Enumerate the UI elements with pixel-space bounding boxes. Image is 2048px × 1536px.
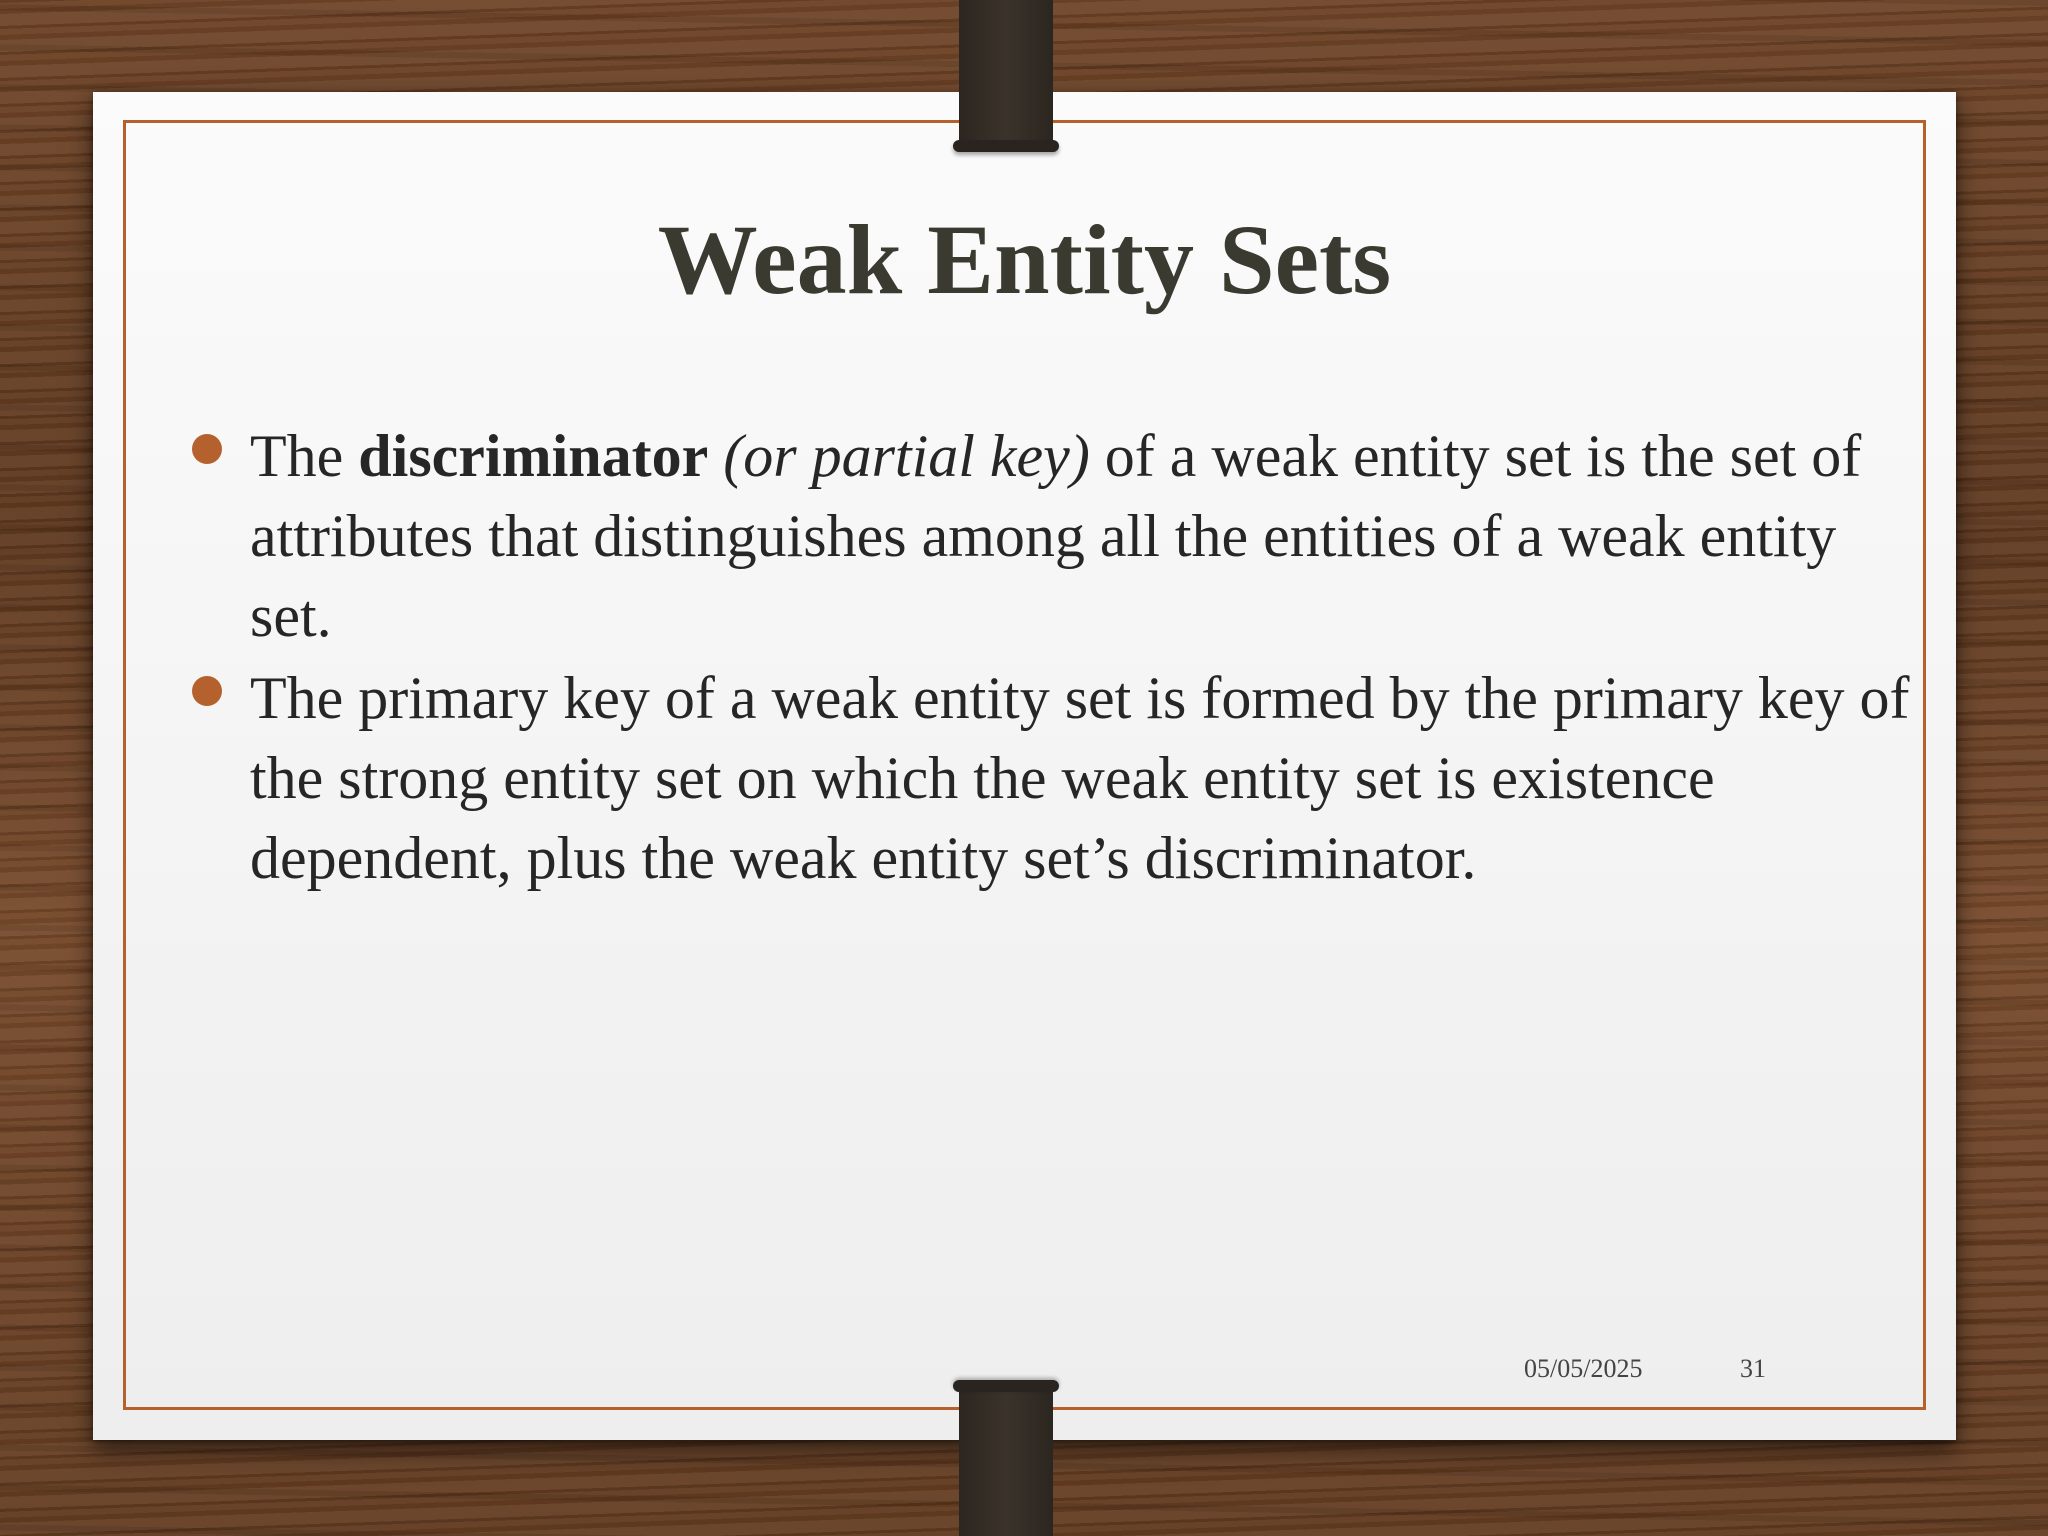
footer-date: 05/05/2025 [1524, 1354, 1643, 1383]
bullet-dot-icon [192, 434, 222, 464]
bullet-item-discriminator [250, 416, 1910, 656]
bullet-item-primary-key [250, 658, 1910, 898]
bullet-1-italic-term: (or partial key) [723, 423, 1090, 489]
bottom-binder-clip [959, 1386, 1053, 1536]
bullet-2-text: The primary key of a weak entity set is formed by the primary key of the strong entity set on which the weak entity set is existence dependent, plus the weak entity set’s discriminator. [250, 665, 1910, 891]
bullet-dot-icon [192, 676, 222, 706]
bullet-1-bold-term: discriminator [358, 423, 709, 489]
bullet-list [250, 416, 1910, 900]
slide-number: 31 [1740, 1354, 1766, 1383]
slide-title: Weak Entity Sets [657, 204, 1392, 315]
bullet-1-mid [708, 423, 723, 489]
bullet-1-post: of a weak entity set is the set of attributes that distinguishes among all the entities of a weak entity set. [250, 423, 1862, 649]
top-binder-clip [959, 0, 1053, 146]
bullet-1-pre: The [250, 423, 359, 489]
